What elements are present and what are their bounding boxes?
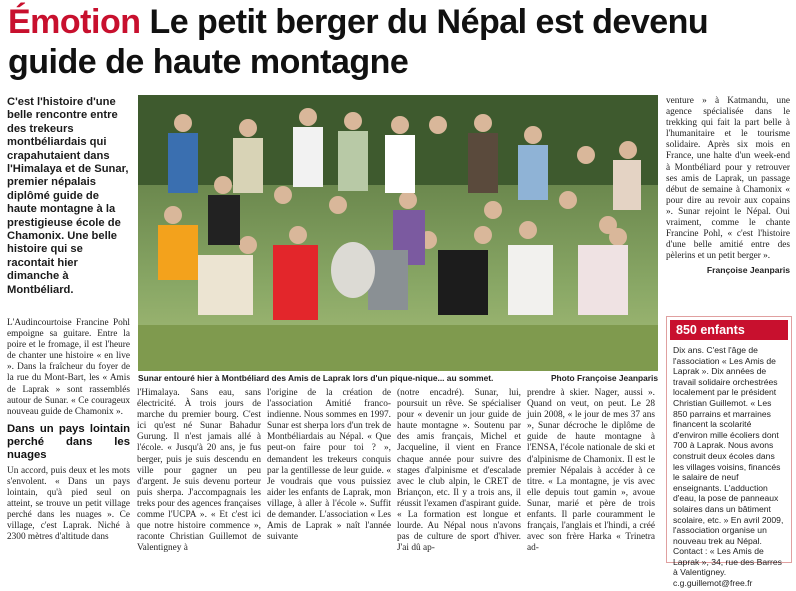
group-photo-illustration	[138, 95, 658, 371]
column-4	[397, 388, 521, 554]
caption-text: Sunar entouré hier à Montbéliard des Amis de Laprak lors d'un pique-nique... au sommet.	[138, 373, 494, 383]
photo-caption	[138, 373, 658, 383]
col4-paragraph: (notre encadré). Sunar, lui, poursuit un rêve. Se spécialiser pour « devenir un jour guide de haute montagne ». Soutenu par des amis français, Michel et Jacqueline, il vient en France chaque année pour suivre des stages d'alpinisme et d'escalade avec le club alpin, le CRET de Briançon, etc. Il y a trois ans, il réussit l'examen d'aspirant guide. « La formation est longue et lourde. Au Népal nous n'avons pas de culture de sport d'hiver. J'ai dû ap-	[397, 388, 521, 554]
column-6	[666, 96, 790, 277]
group-photo	[138, 95, 658, 371]
column-3	[267, 388, 391, 543]
photo-credit: Photo Françoise Jeanparis	[550, 373, 658, 383]
col5-paragraph: prendre à skier. Nager, aussi ». Quand on veut, on peut. Le 28 juin 2008, « le jour de mes 37 ans », Sunar décroche le diplôme de guide de haute montagne à l'ENSA, l'école nationale de ski et d'alpinisme de Chamonix. Il est le premier Népalais à accéder à ce titre. « La montagne, je vis avec elle depuis tout gamin », avoue Sunar, marié et père de trois enfants. Il parle couramment le français, l'anglais et l'hindi, a créé avec son frère Harka « Trinetra ad-	[527, 388, 655, 554]
section-subhead: Dans un pays lointain perché dans les nuages	[7, 422, 130, 461]
lead-paragraph: C'est l'histoire d'une belle rencontre entre des trekeurs montbéliardais qui crapahutaient dans l'Himalaya et de Sunar, premier népalais diplômé guide de haute montagne à la prestigieuse école de Chamonix. Une belle histoire qui se racontait hier dimanche à Montbéliard.	[7, 96, 129, 296]
headline-emphasis: Émotion	[8, 3, 141, 41]
col2-paragraph: l'Himalaya. Sans eau, sans électricité. À trois jours de marche du premier bourg. C'est ici qu'est né Sunar Bahadur Gurung. Il n'est jamais allé à l'école. « Jusqu'à 20 ans, je fus berger, puis je suis descendu en ville pour gagner un peu d'argent. Je suis devenu porteur puis sherpa. J'accompagnais les treks pour des agences françaises comme l'UCPA ». « Et c'est ici que notre histoire commence », raconte Christian Guillemot de Valentigney à	[137, 388, 261, 554]
col6-paragraph: venture » à Katmandu, une agence spécialisée dans le trekking qui fait la part belle à l'humanitaire et le tourisme solidaire. Après six mois en France, une halte d'un week-end à Montbéliard pour y retrouver ses amis de Laprak, un passage début de semaine à Chamonix « pour dire au revoir aux copains ». Sunar rejoint le Népal. Oui vraiment, comme le chante Francine Pohl, « c'est l'histoire d'une belle amitié entre des pèlerins et un petit berger ».	[666, 96, 790, 262]
headline	[8, 2, 788, 82]
column-1	[7, 318, 130, 544]
col3-paragraph: l'origine de la création de l'association Amitié franco-indienne. Nous sommes en 1997. Sunar est sherpa lors d'un trek de Montbéliardais au Népal. « Que peut-on faire pour toi ? », demandent les trekeurs conquis par la gentillesse de leur guide. « Je voudrais que vous puissiez aider les enfants de Laprak, mon village, à aller à l'école ». Suffit de demander. L'association « Les Amis de Laprak » naît l'année suivante	[267, 388, 391, 543]
column-2	[137, 388, 261, 554]
headline-title: Le petit berger du Népal est devenu guide de haute montagne	[8, 3, 709, 81]
author-signature: Françoise Jeanparis	[706, 265, 790, 276]
sidebar-box	[666, 316, 792, 589]
column-5	[527, 388, 655, 554]
col1-paragraph-2: Un accord, puis deux et les mots s'envolent. « Dans un pays lointain, qu'à pied seul on atteint, se trouve un petit village perché dans les nuages ». Ce village, c'est Laprak. Niché à 2300 mètres d'altitude dans	[7, 465, 130, 543]
col1-paragraph-1: L'Audincourtoise Francine Pohl empoigne sa guitare. Entre la poire et le fromage, il est l'heure de chanter une histoire « en live ». Dans la fraîcheur du foyer de la rue du Mont-Bart, les « Amis de Laprak » sont rassemblés autour de Sunar. « Ce courageux nouveau guide de Chamonix ».	[7, 318, 130, 417]
box-text: Dix ans. C'est l'âge de l'association « Les Amis de Laprak ». Dix années de travail solidaire orchestrées localement par le président Christian Guillemot. « Les 850 parrains et marraines financent la scolarité d'environ mille écoliers dont 700 à Laprak. Nous avons construit deux écoles dans les villages voisins, financés le salaire de neuf enseignants. L'adduction d'eau, la pose de panneaux solaires dans un bâtiment scolaire, etc. » En avril 2009, l'association organise un nouveau trek au Népal. Contact : « Les Amis de Laprak », 34, rue des Barres à Valentigney. c.g.guillemot@free.fr	[673, 345, 784, 589]
box-title: 850 enfants	[670, 320, 788, 340]
